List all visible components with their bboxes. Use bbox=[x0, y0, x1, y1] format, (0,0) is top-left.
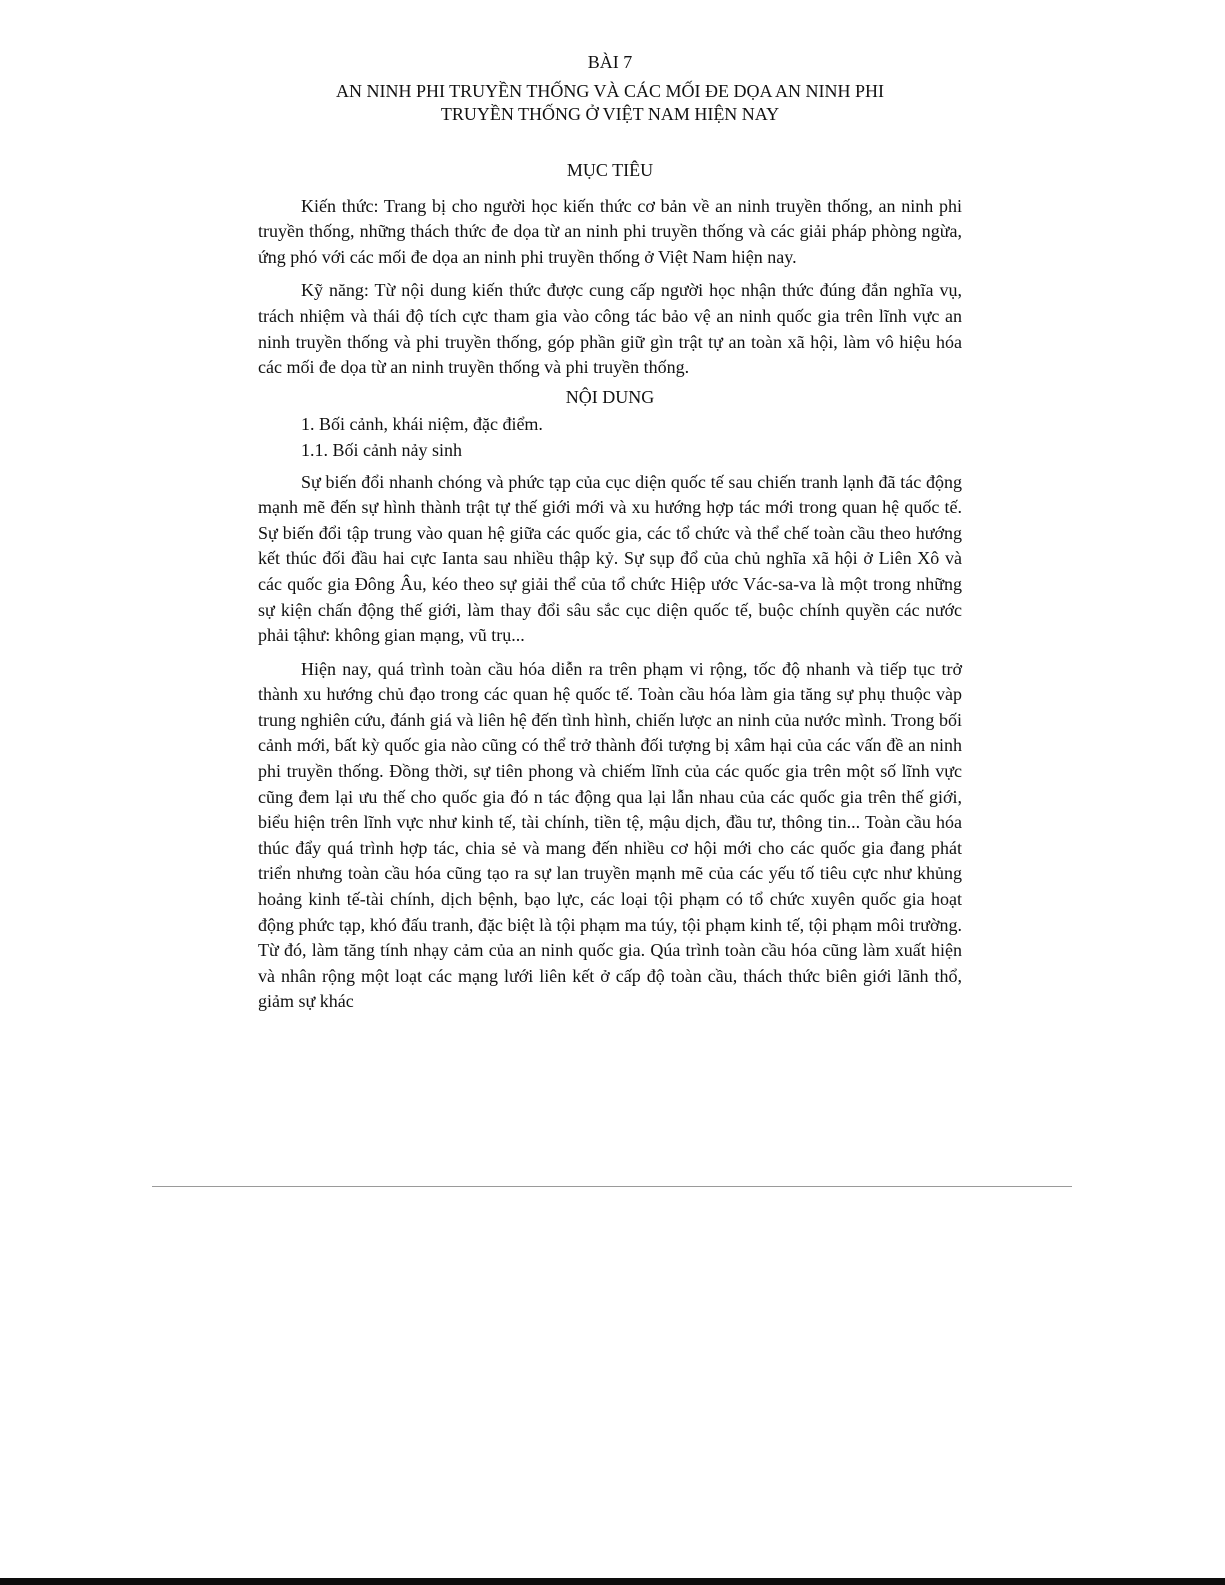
section-heading-1-1: 1.1. Bối cảnh nảy sinh bbox=[301, 439, 462, 460]
skills-paragraph: Kỹ năng: Từ nội dung kiến thức được cung cấp người học nhận thức đúng đắn nghĩa vụ, trách nhiệm và thái độ tích cực tham gia vào công tác bảo vệ an ninh quốc gia trên lĩnh vực an ninh truyền thống và phi truyền thống, góp phần giữ gìn trật tự an toàn xã hội, làm vô hiệu hóa các mối đe dọa từ an ninh truyền thống và phi truyền thống. bbox=[258, 280, 962, 378]
lesson-title-line-1: AN NINH PHI TRUYỀN THỐNG VÀ CÁC MỐI ĐE DỌA AN NINH PHI bbox=[335, 81, 884, 101]
knowledge-paragraph: Kiến thức: Trang bị cho người học kiến thức cơ bản về an ninh truyền thống, an ninh phi truyền thống, những thách thức đe dọa từ an ninh phi truyền thống và các giải pháp phòng ngừa, ứng phó với các mối đe dọa an ninh phi truyền thống ở Việt Nam hiện nay. bbox=[258, 195, 962, 267]
body-paragraph-2: Hiện nay, quá trình toàn cầu hóa diễn ra trên phạm vi rộng, tốc độ nhanh và tiếp tục trở thành xu hướng chủ đạo trong các quan hệ quốc tế. Toàn cầu hóa làm gia tăng sự phụ thuộc vàp trung nghiên cứu, đánh giá và liên hệ đến tình hình, chiến lược an ninh của nước mình. Trong bối cảnh mới, bất kỳ quốc gia nào cũng có thể trở thành đối tượng bị xâm hại của các vấn đề an ninh phi truyền thống. Đồng thời, sự tiên phong và chiếm lĩnh của các quốc gia trên một số lĩnh vực cũng đem lại ưu thế cho quốc gia đó n tác động qua lại lẫn nhau của các quốc gia trên thế giới, biểu hiện trên lĩnh vực như kinh tế, tài chính, tiền tệ, mậu dịch, đầu tư, thông tin... Toàn cầu hóa thúc đẩy quá trình hợp tác, chia sẻ và mang đến nhiều cơ hội mới cho các quốc gia đang phát triển nhưng toàn cầu hóa cũng tạo ra sự lan truyền mạnh mẽ của các yếu tố tiêu cực như khủng hoảng kinh tế-tài chính, dịch bệnh, bạo lực, các loại tội phạm có tổ chức xuyên quốc gia hoạt động phức tạp, khó đấu tranh, đặc biệt là tội phạm ma túy, tội phạm kinh tế, tội phạm môi trường. Từ đó, làm tăng tính nhạy cảm của an ninh quốc gia. Qúa trình toàn cầu hóa cũng làm xuất hiện và nhân rộng một loạt các mạng lưới liên kết ở cấp độ toàn cầu, thách thức biên giới lãnh thổ, giảm sự khác bbox=[258, 658, 962, 1012]
page-content bbox=[258, 50, 962, 1015]
page-divider bbox=[152, 1186, 1072, 1187]
lesson-title-line-2: TRUYỀN THỐNG Ở VIỆT NAM HIỆN NAY bbox=[440, 104, 780, 124]
lesson-number: BÀI 7 bbox=[587, 52, 633, 72]
page-bottom-edge bbox=[0, 1578, 1225, 1585]
body-paragraph-1: Sự biến đổi nhanh chóng và phức tạp của cục diện quốc tế sau chiến tranh lạnh đã tác động mạnh mẽ đến sự hình thành trật tự thế giới mới và xu hướng hợp tác mới trong quan hệ quốc tế. Sự biến đổi tập trung vào quan hệ giữa các quốc gia, các tổ chức và thể chế toàn cầu theo hướng kết thúc đối đầu hai cực Ianta sau nhiều thập kỷ. Sự sụp đổ của chủ nghĩa xã hội ở Liên Xô và các quốc gia Đông Âu, kéo theo sự giải thể của tổ chức Hiệp ước Vác-sa-va là một trong những sự kiện chấn động thế giới, làm thay đổi sâu sắc cục diện quốc tế, buộc chính quyền các nước phải tậhư: không gian mạng, vũ trụ... bbox=[258, 471, 962, 646]
objectives-heading: MỤC TIÊU bbox=[566, 160, 654, 180]
lesson-title bbox=[258, 80, 962, 126]
section-heading-1: 1. Bối cảnh, khái niệm, đặc điểm. bbox=[301, 414, 543, 435]
content-heading: NỘI DUNG bbox=[565, 386, 655, 407]
